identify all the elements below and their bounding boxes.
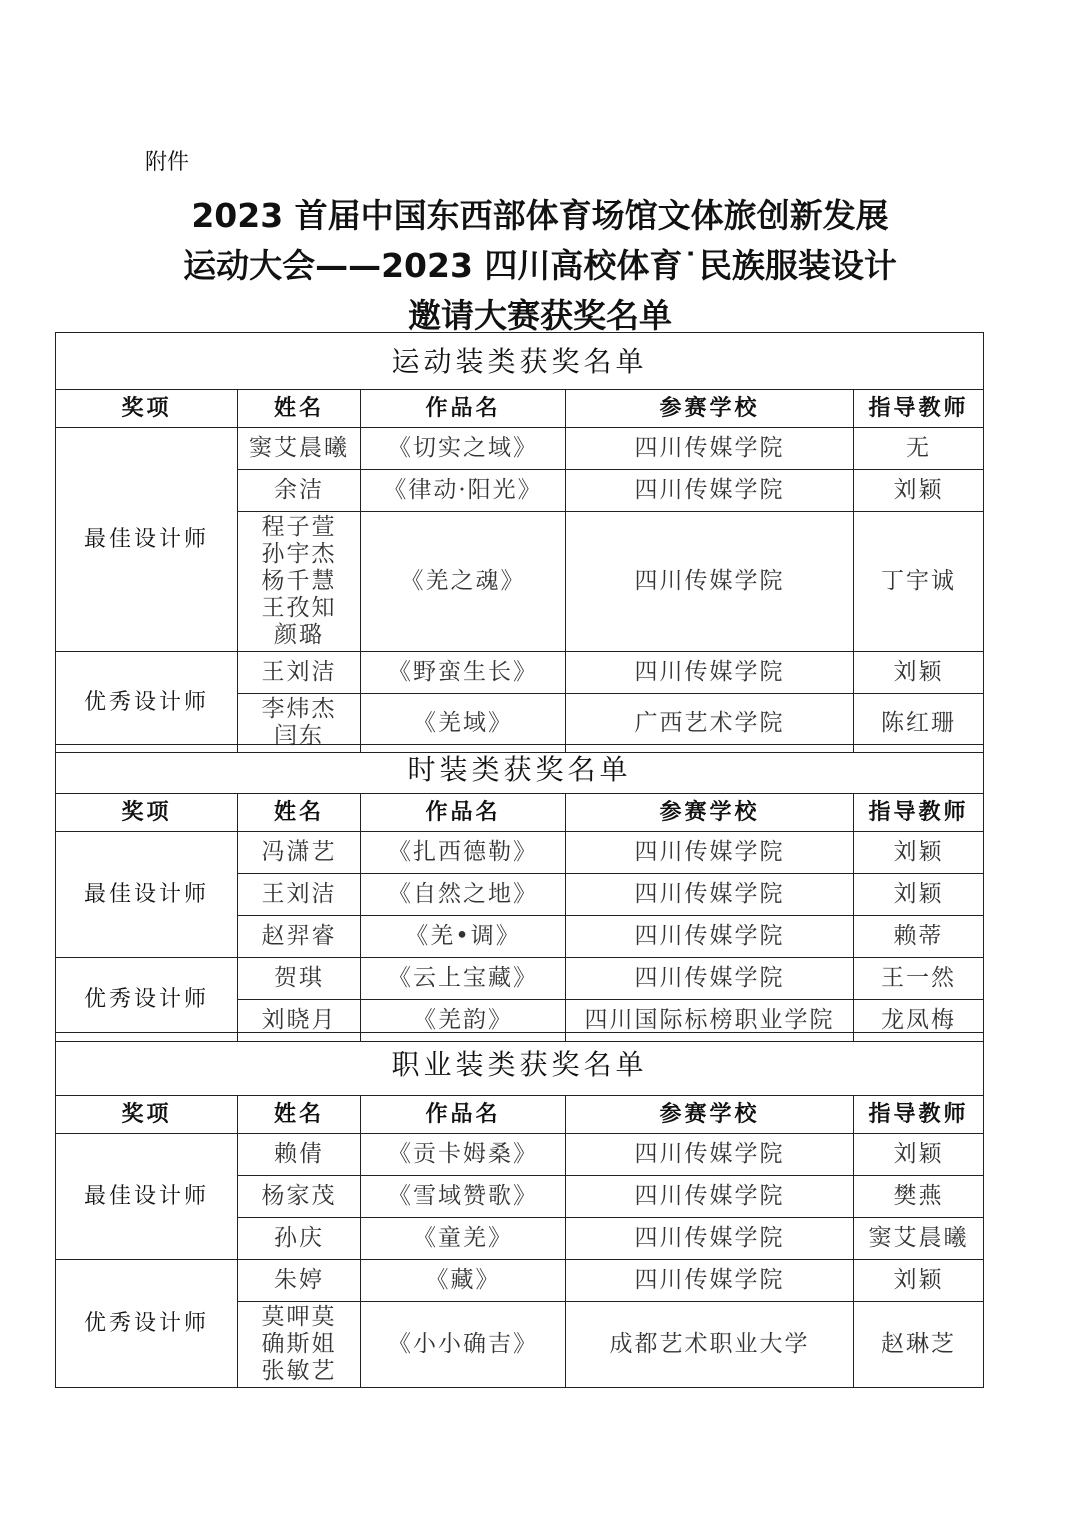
school-name: 四川国际标榜职业学院 [566, 1000, 854, 1042]
section-title: 时装类获奖名单 [56, 745, 984, 794]
designer-name: 朱婷 [274, 1267, 324, 1293]
designer-name: 余洁 [274, 477, 324, 503]
award-category: 优秀设计师 [56, 958, 238, 1042]
advisor-name: 赖蒂 [854, 916, 984, 958]
designer-name: 杨家茂 [261, 1183, 337, 1209]
award-table [55, 332, 984, 753]
advisor-name: 刘颖 [854, 652, 984, 694]
designer-name: 赵羿睿 [261, 923, 337, 949]
work-title: 《野蛮生长》 [361, 652, 566, 694]
page-title-line-1: 2023 首届中国东西部体育场馆文体旅创新发展 [191, 196, 889, 235]
table-row [56, 428, 984, 470]
header-row [56, 794, 984, 832]
advisor-name: 王一然 [854, 958, 984, 1000]
work-title: 《藏》 [361, 1260, 566, 1302]
designer-names [238, 652, 361, 694]
column-header-teacher: 指导教师 [854, 794, 984, 832]
school-name: 四川传媒学院 [566, 470, 854, 512]
work-title: 《羌韵》 [361, 1000, 566, 1042]
work-title: 《羌域》 [361, 694, 566, 753]
section-title: 职业装类获奖名单 [56, 1033, 984, 1096]
column-header-name: 姓名 [238, 1096, 361, 1134]
column-header-work: 作品名 [361, 1096, 566, 1134]
award-category: 最佳设计师 [56, 428, 238, 652]
advisor-name: 刘颖 [854, 874, 984, 916]
school-name: 广西艺术学院 [566, 694, 854, 753]
column-header-work: 作品名 [361, 390, 566, 428]
school-name: 四川传媒学院 [566, 512, 854, 652]
work-title: 《云上宝藏》 [361, 958, 566, 1000]
table-row [56, 958, 984, 1000]
column-header-teacher: 指导教师 [854, 1096, 984, 1134]
school-name: 四川传媒学院 [566, 916, 854, 958]
designer-name: 闫东 [274, 723, 324, 749]
award-category: 优秀设计师 [56, 1260, 238, 1388]
work-title: 《小小确吉》 [361, 1302, 566, 1388]
designer-name: 张敏艺 [261, 1358, 337, 1384]
designer-name: 确斯姐 [261, 1331, 337, 1357]
designer-name: 程子萱 [261, 514, 337, 540]
header-row [56, 1096, 984, 1134]
column-header-award: 奖项 [56, 390, 238, 428]
school-name: 成都艺术职业大学 [566, 1302, 854, 1388]
designer-name: 李炜杰 [261, 696, 337, 722]
work-title: 《扎西德勒》 [361, 832, 566, 874]
award-category: 最佳设计师 [56, 832, 238, 958]
column-header-teacher: 指导教师 [854, 390, 984, 428]
work-title: 《羌之魂》 [361, 512, 566, 652]
designer-name: 王孜知 [261, 595, 337, 621]
section-title: 运动装类获奖名单 [56, 333, 984, 390]
work-title: 《律动·阳光》 [361, 470, 566, 512]
school-name: 四川传媒学院 [566, 1260, 854, 1302]
designer-names [238, 916, 361, 958]
designer-name: 杨千慧 [261, 568, 337, 594]
award-category: 优秀设计师 [56, 652, 238, 753]
page-title-line-3: 邀请大赛获奖名单 [408, 296, 672, 335]
advisor-name: 刘颖 [854, 832, 984, 874]
school-name: 四川传媒学院 [566, 1176, 854, 1218]
advisor-name: 刘颖 [854, 1134, 984, 1176]
section-title-row [56, 1033, 984, 1096]
school-name: 四川传媒学院 [566, 958, 854, 1000]
column-header-school: 参赛学校 [566, 1096, 854, 1134]
designer-names [238, 1260, 361, 1302]
column-header-name: 姓名 [238, 390, 361, 428]
header-row [56, 390, 984, 428]
designer-names [238, 1302, 361, 1388]
work-title: 《自然之地》 [361, 874, 566, 916]
advisor-name: 赵琳芝 [854, 1302, 984, 1388]
advisor-name: 陈红珊 [854, 694, 984, 753]
column-header-name: 姓名 [238, 794, 361, 832]
designer-name: 贺琪 [274, 965, 324, 991]
column-header-work: 作品名 [361, 794, 566, 832]
work-title: 《雪域赞歌》 [361, 1176, 566, 1218]
section-title-row [56, 745, 984, 794]
advisor-name: 樊燕 [854, 1176, 984, 1218]
school-name: 四川传媒学院 [566, 1134, 854, 1176]
work-title: 《贡卡姆桑》 [361, 1134, 566, 1176]
designer-name: 莫呷莫 [261, 1304, 337, 1330]
designer-names [238, 512, 361, 652]
designer-name: 孙庆 [274, 1225, 324, 1251]
work-title: 《童羌》 [361, 1218, 566, 1260]
school-name: 四川传媒学院 [566, 1218, 854, 1260]
column-header-award: 奖项 [56, 1096, 238, 1134]
award-table [55, 744, 984, 1042]
designer-names [238, 1218, 361, 1260]
designer-names [238, 428, 361, 470]
page-title-line-2: 运动大会——2023 四川高校体育˙民族服装设计 [183, 246, 897, 285]
table-row [56, 832, 984, 874]
advisor-name: 窦艾晨曦 [854, 1218, 984, 1260]
advisor-name: 龙凤梅 [854, 1000, 984, 1042]
designer-name: 刘晓月 [261, 1007, 337, 1033]
work-title: 《切实之域》 [361, 428, 566, 470]
award-category: 最佳设计师 [56, 1134, 238, 1260]
designer-name: 王刘洁 [261, 659, 337, 685]
designer-names [238, 1134, 361, 1176]
table-row [56, 652, 984, 694]
table-row [56, 1260, 984, 1302]
designer-names [238, 874, 361, 916]
column-header-school: 参赛学校 [566, 794, 854, 832]
designer-names [238, 470, 361, 512]
school-name: 四川传媒学院 [566, 832, 854, 874]
section-title-row [56, 333, 984, 390]
table-row [56, 1134, 984, 1176]
designer-name: 王刘洁 [261, 881, 337, 907]
advisor-name: 丁宇诚 [854, 512, 984, 652]
designer-names [238, 958, 361, 1000]
designer-name: 窦艾晨曦 [249, 435, 349, 461]
school-name: 四川传媒学院 [566, 652, 854, 694]
award-table [55, 1032, 984, 1388]
advisor-name: 刘颖 [854, 1260, 984, 1302]
designer-names [238, 1176, 361, 1218]
attachment-label: 附件 [145, 150, 190, 175]
work-title: 《羌•调》 [361, 916, 566, 958]
designer-name: 颜璐 [274, 622, 324, 648]
designer-names [238, 832, 361, 874]
designer-name: 赖倩 [274, 1141, 324, 1167]
school-name: 四川传媒学院 [566, 428, 854, 470]
column-header-award: 奖项 [56, 794, 238, 832]
designer-name: 冯潇艺 [261, 839, 337, 865]
advisor-name: 刘颖 [854, 470, 984, 512]
advisor-name: 无 [854, 428, 984, 470]
designer-name: 孙宇杰 [261, 541, 337, 567]
school-name: 四川传媒学院 [566, 874, 854, 916]
column-header-school: 参赛学校 [566, 390, 854, 428]
